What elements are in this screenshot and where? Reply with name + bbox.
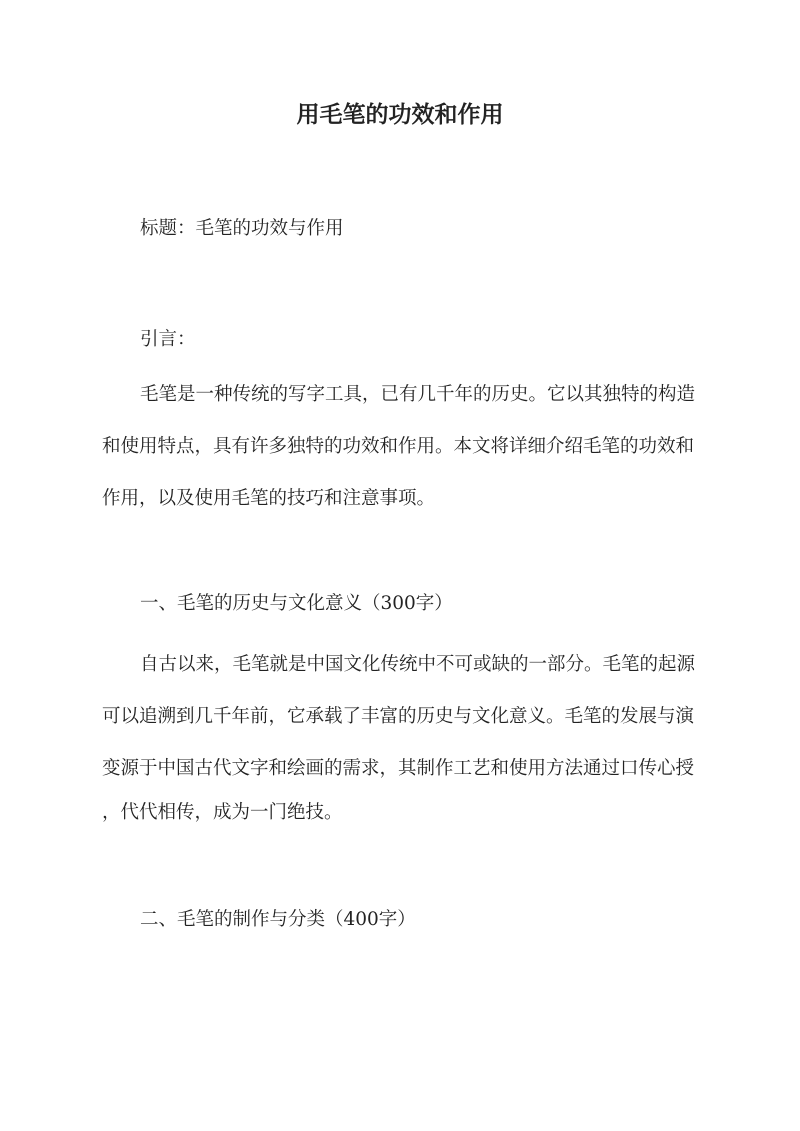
intro-paragraph-line: 毛笔是一种传统的写字工具，已有几千年的历史。它以其独特的构造 [140,384,696,405]
section1-paragraph-line: 变源于中国古代文字和绘画的需求，其制作工艺和使用方法通过口传心授 [102,758,695,779]
section1-paragraph-line: 可以追溯到几千年前，它承载了丰富的历史与文化意义。毛笔的发展与演 [102,706,695,727]
intro-heading: 引言： [140,329,196,350]
document-title: 用毛笔的功效和作用 [296,101,504,128]
subtitle: 标题：毛笔的功效与作用 [140,218,344,239]
section1-heading: 一、毛笔的历史与文化意义（300字） [140,593,453,614]
section2-heading: 二、毛笔的制作与分类（400字） [140,909,416,930]
intro-paragraph-line: 和使用特点，具有许多独特的功效和作用。本文将详细介绍毛笔的功效和 [102,436,695,457]
intro-paragraph-line: 作用，以及使用毛笔的技巧和注意事项。 [102,488,436,509]
section1-paragraph-line: ，代代相传，成为一门绝技。 [102,802,343,823]
section1-paragraph-line: 自古以来，毛笔就是中国文化传统中不可或缺的一部分。毛笔的起源 [140,654,696,675]
